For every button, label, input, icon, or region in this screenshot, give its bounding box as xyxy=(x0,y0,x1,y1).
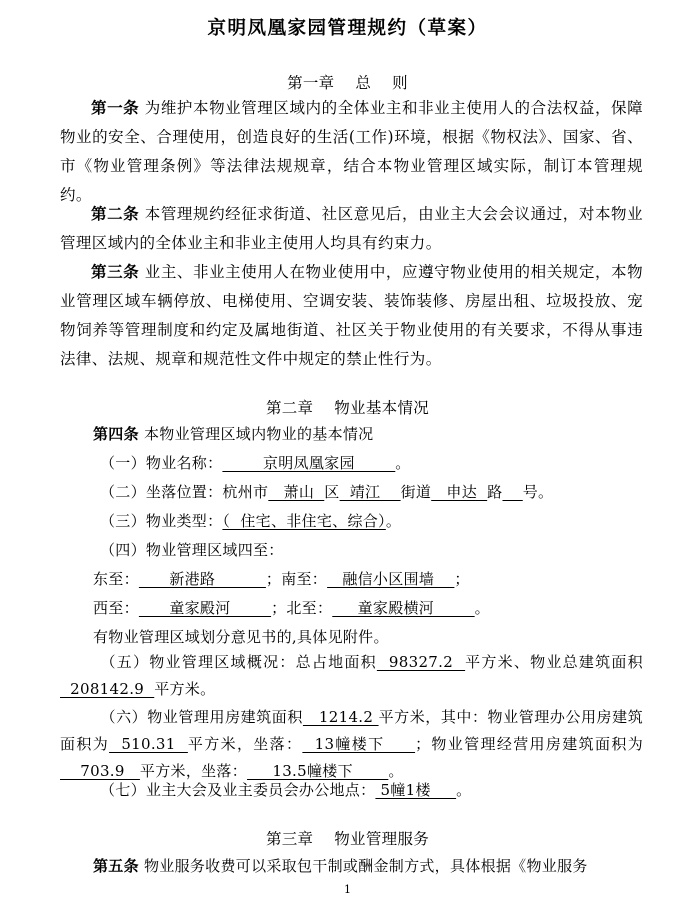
property-type-line xyxy=(100,510,401,531)
south-suffix: ； xyxy=(454,570,470,588)
property-type-suffix: 。 xyxy=(385,512,402,530)
location-number-suffix: 号。 xyxy=(522,483,554,501)
business-location-value: 13.5幢楼下 xyxy=(247,762,389,780)
owners-office-line xyxy=(100,779,471,800)
management-premises-mid3: ；物业管理经营用房建筑面积为 xyxy=(415,735,643,753)
article-4 xyxy=(93,423,373,444)
location-district: 萧山 xyxy=(268,483,325,501)
property-type-label: （三）物业类型： xyxy=(100,512,223,530)
management-premises-mid2: 平方米，坐落： xyxy=(187,735,303,753)
article-3-label: 第三条 xyxy=(91,263,140,281)
article-4-text: 本物业管理区域内物业的基本情况 xyxy=(138,425,374,443)
south-boundary-value: 融信小区围墙 xyxy=(327,570,455,588)
chapter-2-heading: 第二章 物业基本情况 xyxy=(265,399,430,417)
north-boundary-value: 童家殿横河 xyxy=(332,599,475,617)
west-boundary-value: 童家殿河 xyxy=(138,599,272,617)
article-1-text: 为维护本物业管理区域内的全体业主和非业主使用人的合法权益，保障物业的安全、合理使用，创造良好的生活(工作)环境，根据《物权法》、国家、省、市《物业管理条例》等法律法规规章，结合本物业管理区域实际，制订本管理规约。 xyxy=(60,99,644,204)
east-boundary-value: 新港路 xyxy=(138,570,266,588)
owners-office-label: （七）业主大会及业主委员会办公地点： xyxy=(100,781,376,799)
management-premises-mid1: 平方米，其中：物业管理办公用房建筑面积为 xyxy=(60,708,643,753)
article-3 xyxy=(60,258,643,374)
office-location-value: 13幢楼下 xyxy=(302,735,416,753)
area-overview xyxy=(60,649,643,703)
south-label: ；南至： xyxy=(265,570,328,588)
location-line xyxy=(100,481,553,502)
west-north-line xyxy=(93,597,490,618)
owners-office-value: 5幢1楼 xyxy=(375,781,457,799)
property-name-label: （一）物业名称： xyxy=(100,454,223,472)
boundaries-note: 有物业管理区域划分意见书的,具体见附件。 xyxy=(93,628,389,646)
east-south-line xyxy=(93,568,470,589)
location-label: （二）坐落位置：杭州市 xyxy=(100,483,269,501)
location-street: 靖江 xyxy=(339,483,401,501)
area-overview-suffix: 平方米。 xyxy=(154,680,216,698)
boundaries-heading: （四）物业管理区域四至： xyxy=(100,541,284,559)
owners-office-suffix: 。 xyxy=(456,781,472,799)
article-1-label: 第一条 xyxy=(91,99,140,117)
north-suffix: 。 xyxy=(474,599,490,617)
area-overview-label: （五）物业管理区域概况：总占地面积 xyxy=(100,653,377,671)
article-2-label: 第二条 xyxy=(91,205,140,223)
article-5-label: 第五条 xyxy=(93,857,139,875)
property-name-value: 京明凤凰家园 xyxy=(222,454,396,472)
total-building-area-value: 208142.9 xyxy=(60,680,155,698)
property-name-line xyxy=(100,452,411,473)
document-title: 京明凤凰家园管理规约（草案） xyxy=(207,18,488,39)
management-premises xyxy=(60,704,643,785)
property-name-suffix: 。 xyxy=(395,454,411,472)
location-road: 申达 xyxy=(431,483,488,501)
north-label: ；北至： xyxy=(271,599,333,617)
location-district-suffix: 区 xyxy=(324,483,340,501)
location-street-suffix: 街道 xyxy=(400,483,432,501)
page-number: 1 xyxy=(344,883,351,896)
business-area-value: 703.9 xyxy=(60,762,140,780)
management-premises-label: （六）物业管理用房建筑面积 xyxy=(100,708,303,726)
article-2 xyxy=(60,200,643,258)
west-label: 西至： xyxy=(93,599,139,617)
location-road-suffix: 路 xyxy=(487,483,503,501)
east-label: 东至： xyxy=(93,570,139,588)
article-5 xyxy=(93,855,588,876)
total-land-area-value: 98327.2 xyxy=(376,653,466,671)
article-5-text: 物业服务收费可以采取包干制或酬金制方式，具体根据《物业服务 xyxy=(138,857,588,875)
management-area-value: 1214.2 xyxy=(302,708,379,726)
chapter-3-heading: 第三章 物业管理服务 xyxy=(265,830,430,848)
property-type-value: （ 住宅、非住宅、综合） xyxy=(222,512,386,530)
article-1 xyxy=(60,94,643,210)
article-3-text: 业主、非业主使用人在物业使用中，应遵守物业使用的相关规定，本物业管理区域车辆停放、电梯使用、空调安装、装饰装修、房屋出租、垃圾投放、宠物饲养等管理制度和约定及属地街道、社区关于物业使用的有关要求，不得从事违法律、法规、规章和规范性文件中规定的禁止性行为。 xyxy=(60,263,644,368)
chapter-1-heading: 第一章 总 则 xyxy=(287,74,408,92)
article-4-label: 第四条 xyxy=(93,425,139,443)
office-area-value: 510.31 xyxy=(109,735,188,753)
article-2-text: 本管理规约经征求街道、社区意见后，由业主大会会议通过，对本物业管理区域内的全体业主和非业主使用人均具有约束力。 xyxy=(60,205,644,252)
management-premises-suffix: 。 xyxy=(388,762,404,780)
area-overview-mid: 平方米、物业总建筑面积 xyxy=(465,653,643,671)
management-premises-mid4: 平方米，坐落： xyxy=(139,762,248,780)
location-number xyxy=(502,483,522,501)
